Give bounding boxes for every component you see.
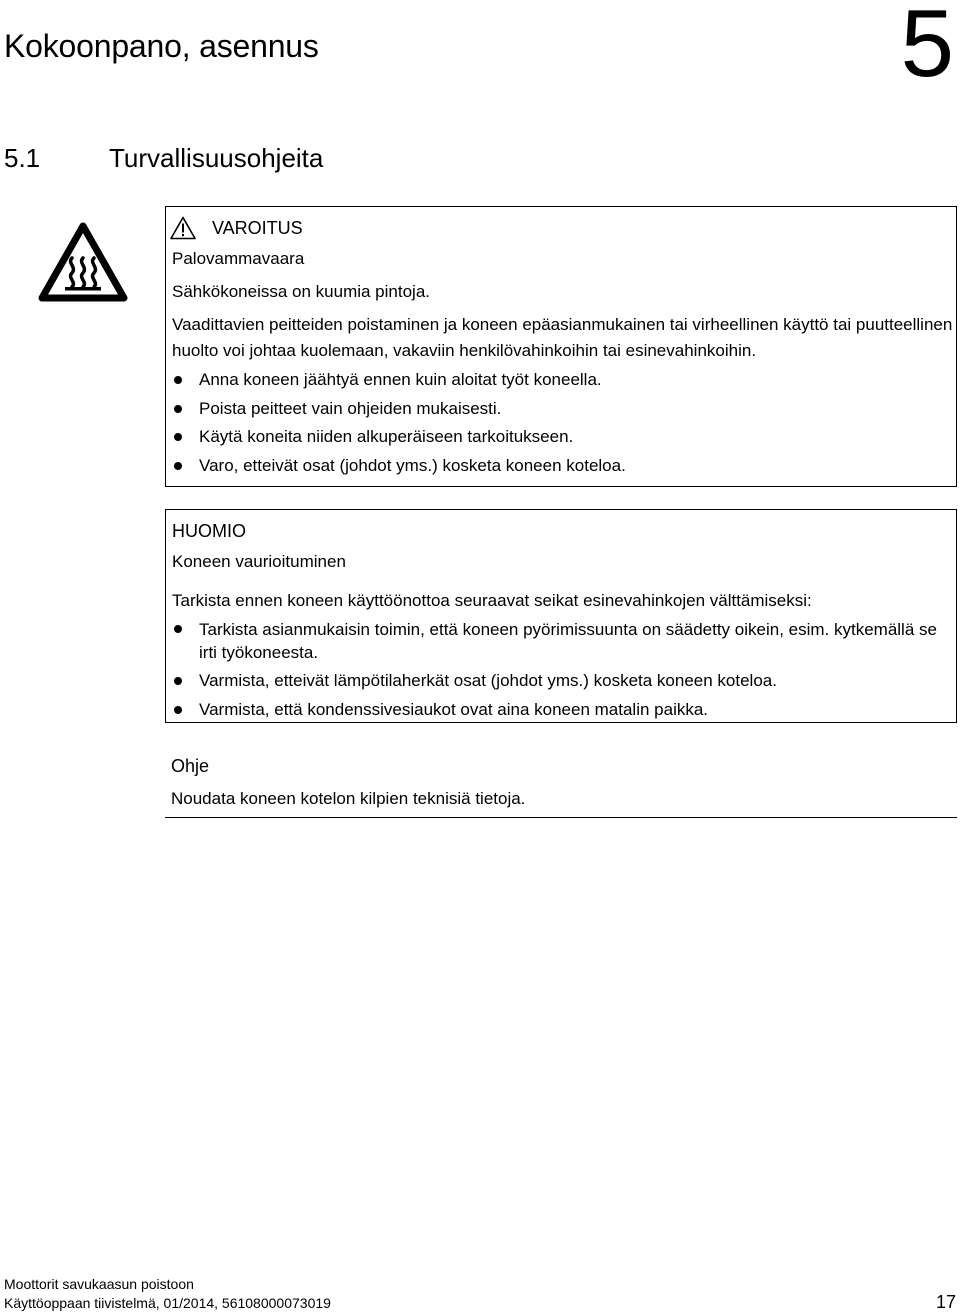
chapter-title: Kokoonpano, asennus [4, 28, 319, 64]
caution-notice [165, 509, 957, 723]
list-item: Käytä koneita niiden alkuperäiseen tarkoitukseen. [172, 423, 956, 452]
section-number: 5.1 [4, 143, 41, 173]
note-text: Noudata koneen kotelon kilpien teknisiä tietoja. [171, 789, 526, 808]
list-item: Tarkista asianmukaisin toimin, että koneen pyörimissuunta on säädetty oikein, esim. kytkemällä se irti työkoneesta. [172, 615, 956, 667]
warning-bullet-list [172, 366, 956, 480]
note-block [165, 752, 957, 818]
list-item: Poista peitteet vain ohjeiden mukaisesti. [172, 395, 956, 424]
list-item: Anna koneen jäähtyä ennen kuin aloitat työt koneella. [172, 366, 956, 395]
warning-hazard-title: Palovammavaara [172, 249, 305, 268]
section-heading [4, 143, 323, 174]
section-title: Turvallisuusohjeita [109, 143, 324, 173]
list-item: Varmista, että kondenssivesiaukot ovat aina koneen matalin paikka. [172, 696, 956, 725]
warning-signal-line [172, 213, 956, 243]
footer-document-line: Käyttöoppaan tiivistelmä, 01/2014, 56108000073019 [4, 1295, 331, 1311]
warning-notice [165, 206, 957, 487]
warning-text-1: Sähkökoneissa on kuumia pintoja. [172, 282, 430, 301]
caution-signal-word: HUOMIO [172, 520, 246, 541]
caution-hazard-title: Koneen vaurioituminen [172, 552, 346, 571]
list-item: Varo, etteivät osat (johdot yms.) kosketa koneen koteloa. [172, 452, 956, 481]
hot-surface-warning-icon [38, 222, 128, 302]
caution-bullet-list [172, 615, 956, 724]
caution-signal-line [172, 516, 956, 546]
page-footer [4, 1275, 331, 1313]
warning-signal-word: VAROITUS [212, 217, 303, 238]
warning-triangle-icon [170, 216, 196, 240]
list-item: Varmista, etteivät lämpötilaherkät osat (johdot yms.) kosketa koneen koteloa. [172, 667, 956, 696]
note-title: Ohje [171, 756, 210, 776]
warning-text-2: Vaadittavien peitteiden poistaminen ja koneen epäasianmukainen tai virheellinen käyttö tai puutteellinen huolto voi johtaa kuolemaan, vakaviin henkilövahinkoihin tai esinevahinkoihin. [172, 315, 953, 360]
page-number: 17 [935, 1292, 956, 1312]
footer-product-line: Moottorit savukaasun poistoon [4, 1276, 194, 1292]
caution-intro-text: Tarkista ennen koneen käyttöönottoa seuraavat seikat esinevahinkojen välttämiseksi: [172, 591, 812, 610]
chapter-number: 5 [900, 0, 954, 97]
